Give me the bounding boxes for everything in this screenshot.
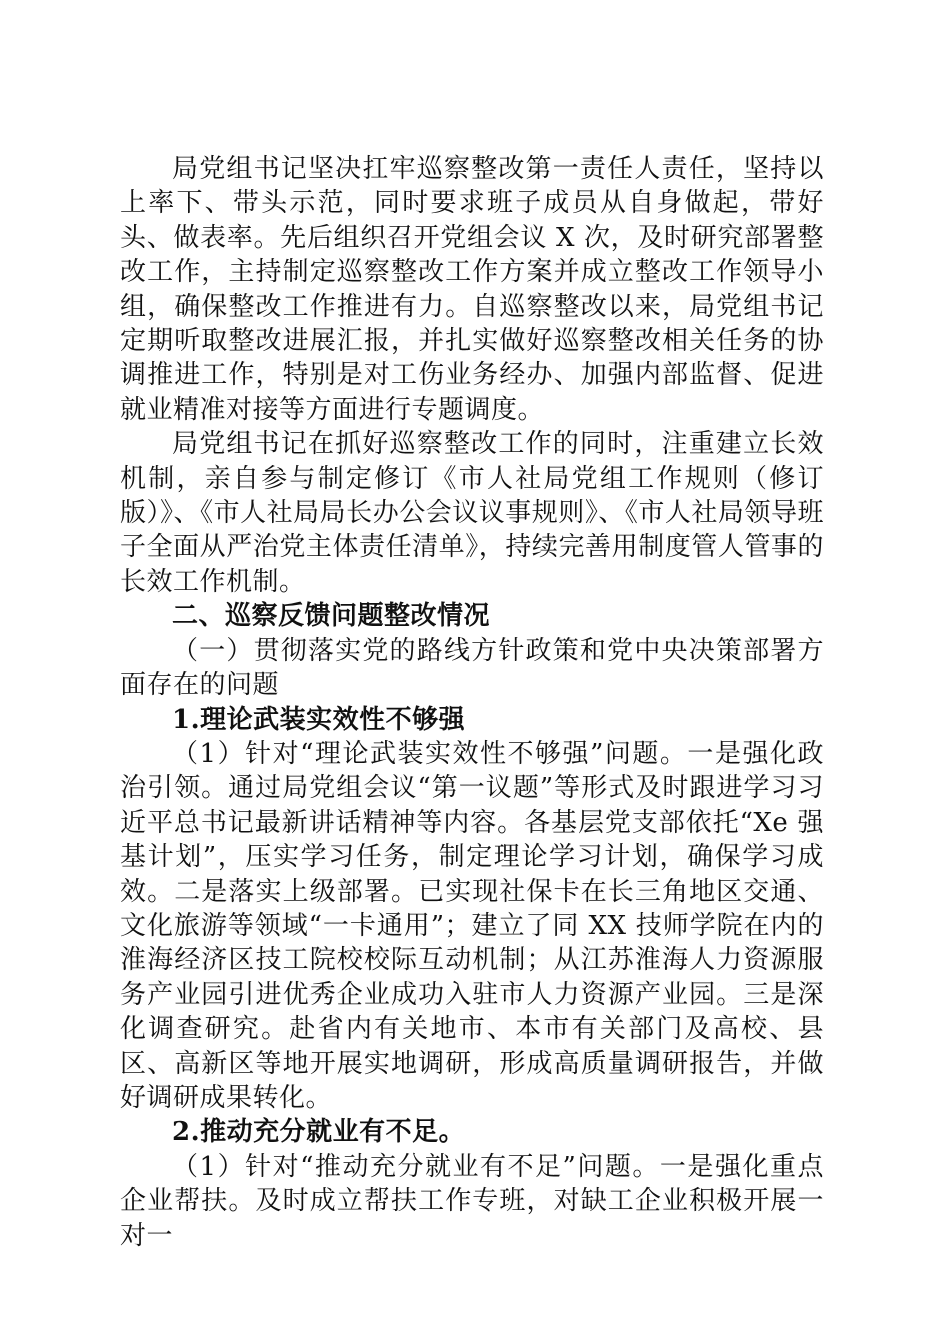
paragraph-long-term-mechanism: 局党组书记在抓好巡察整改工作的同时，注重建立长效机制，亲自参与制定修订《市人社局党组工作规则（修订版）》、《市人社局局长办公会议议事规则》、《市人社局领导班子全面从严治党主体责任清单》，持续完善用制度管人管事的长效工作机制。	[120, 429, 824, 597]
heading-section-2: 二、巡察反馈问题整改情况	[172, 601, 491, 632]
paragraph-theory-armament: （1）针对“理论武装实效性不够强”问题。一是强化政治引领。通过局党组会议“第一议题”等形式及时跟进学习习近平总书记最新讲话精神等内容。各基层党支部依托“Xe 强基计划”，压实学习任务，制定理论学习计划，确保学习成效。二是落实上级部署。已实现社保卡在长三角地区交通、文化旅游等领域“一卡通用”；建立了同 XX 技师学院在内的淮海经济区技工院校校际互动机制；从江苏淮海人力资源服务产业园引进优秀企业成功入驻市人力资源产业园。三是深化调查研究。赴省内有关地市、本市有关部门及高校、县区、高新区等地开展实地调研，形成高质量调研报告，并做好调研成果转化。	[120, 738, 824, 1113]
heading-subsection-1: （一）贯彻落实党的路线方针政策和党中央决策部署方面存在的问题	[120, 635, 824, 701]
paragraph-secretary-responsibility: 局党组书记坚决扛牢巡察整改第一责任人责任，坚持以上率下、带头示范，同时要求班子成员从自身做起，带好头、做表率。先后组织召开党组会议 X 次，及时研究部署整改工作，主持制定巡察整改工作方案并成立整改工作领导小组，确保整改工作推进有力。自巡察整改以来，局党组书记定期听取整改进展汇报，并扎实做好巡察整改相关任务的协调推进工作，特别是对工伤业务经办、加强内部监督、促进就业精准对接等方面进行专题调度。	[120, 154, 824, 425]
heading-item-1: 1.理论武装实效性不够强	[172, 704, 466, 735]
document-body	[120, 152, 824, 1253]
heading-item-2: 2.推动充分就业有不足。	[172, 1117, 466, 1148]
paragraph-employment: （1）针对“推动充分就业有不足”问题。一是强化重点企业帮扶。及时成立帮扶工作专班，对缺工企业积极开展一对一	[120, 1151, 824, 1251]
